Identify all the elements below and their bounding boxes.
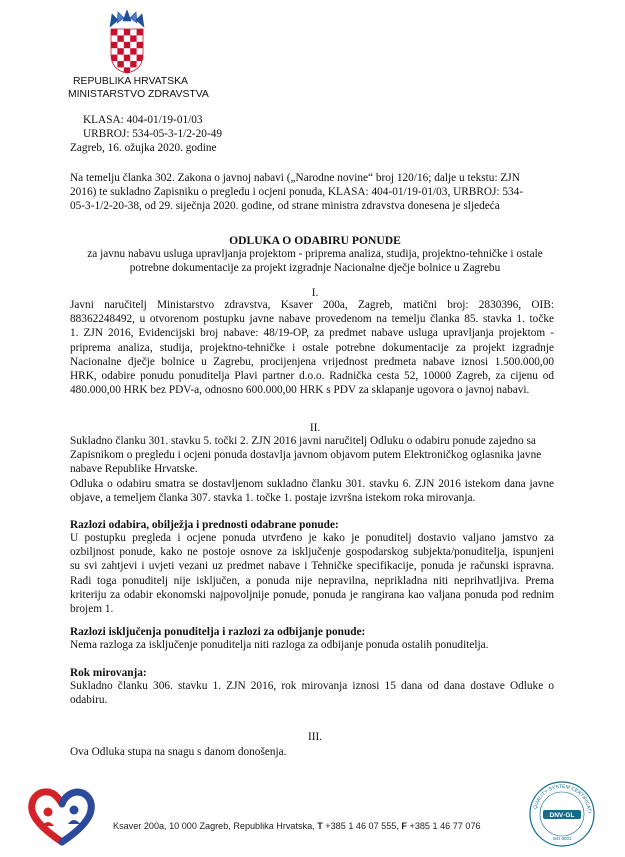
section2-line: nabave Republike Hrvatske.: [70, 463, 198, 476]
reasons-line: ozbiljnost ponude, kako ne postoje osnove za isključenje gospodarskog subjekta/ponuditelja, ispunjeni: [70, 546, 554, 559]
section1-line: 480.000,00 HRK bez PDV-a, odnosno 600.000,00 HRK s PDV za sklapanje ugovora o javnoj nabavi.: [70, 384, 530, 397]
section2-line: Zapisnikom o pregledu i ocjeni ponuda dostavlja javnom objavom putem Elektroničkog oglasnika javne: [70, 449, 542, 462]
cert-brand: DNV·GL: [549, 812, 575, 820]
standstill-heading: Rok mirovanja:: [70, 667, 147, 679]
reasons-line: su svi zahtjevi i uvjeti vezani uz predmet nabave i Tehničke specifikacije, ponuda je računski ispravna.: [70, 560, 554, 573]
ministry-heading: [68, 75, 209, 101]
section3-text: Ova Odluka stupa na snagu s danom donošenja.: [70, 746, 287, 758]
reasons-heading: Razlozi odabira, obilježja i prednosti odabrane ponude:: [70, 519, 339, 531]
reasons-paragraph: [70, 531, 554, 616]
section1-line: 1. ZJN 2016, Evidencijski broj nabave: 48/19-OP, za predmet nabave usluga upravljanja projektom -: [70, 327, 554, 340]
section2-line: objave, a temeljem članka 307. stavka 1. točke 1. postaje izvršna istekom roka mirovanja.: [70, 492, 476, 505]
section2-para2: [70, 477, 554, 505]
reasons-line: Radi toga ponuditelj nije isključen, a ponuda nije nepravilna, neprikladna niti neprihvatljiva. Prema: [70, 574, 554, 587]
section2-numeral: II.: [309, 422, 321, 434]
subtitle-line: potrebne dokumentacije za projekt izgradnje Nacionalne dječje bolnice u Zagrebu: [129, 262, 501, 275]
heart-logo-icon: [26, 782, 98, 848]
section1-line: Nacionalne dječje bolnice u Zagrebu, procijenjena vrijednost predmeta nabave iznosi 1.500.000,00: [70, 355, 554, 368]
section1-line: priprema analiza, studija, projektno-tehničke i ostale potrebne dokumentacije za projekt izgradnje: [70, 341, 554, 354]
reasons-line: brojem 1.: [70, 603, 114, 616]
ministry-line2: MINISTARSTVO ZDRAVSTVA: [68, 89, 209, 100]
reasons-line: U postupku pregleda i ocjene ponuda utvrđeno je kako je ponuditelj dostavio valjano jamstvo za: [70, 532, 554, 544]
certification-badge: [528, 780, 596, 848]
tel-label: T: [317, 821, 323, 831]
reference-block: [83, 113, 222, 141]
footer-contact: [113, 821, 481, 831]
date-line: Zagreb, 16. ožujka 2020. godine: [70, 142, 217, 154]
decision-title: ODLUKA O ODABIRU PONUDE: [229, 234, 401, 247]
section1-line: HRK, odabire ponudu ponuditelja Plavi partner d.o.o. Radnička cesta 52, 10000 Zagreb, za cijenu od: [70, 370, 554, 383]
exclusion-text: Nema razloga za isključenje ponuditelja niti razloga za odbijanje ponuda ostalih ponuditelja.: [70, 639, 489, 651]
section1-numeral: I.: [311, 287, 319, 299]
intro-paragraph: [70, 171, 554, 214]
intro-line: Na temelju članka 302. Zakona o javnoj nabavi („Narodne novine“ broj 120/16; dalje u tekstu: ZJN: [70, 172, 520, 184]
cert-ring-text: QUALITY SYSTEM CERTIFICATI: [532, 783, 592, 814]
footer-address: Ksaver 200a, 10 000 Zagreb, Republika Hrvatska,: [113, 821, 318, 831]
section1-line: 88362248492, u otvorenom postupku javne nabave provedenom na temelju članka 85. stavka 1. točke: [70, 313, 554, 326]
exclusion-heading: Razlozi isključenja ponuditelja i razlozi za odbijanje ponude:: [70, 626, 366, 638]
section3-numeral: III.: [307, 731, 323, 743]
footer-tel: +385 1 46 07 555,: [322, 821, 402, 831]
section1-line: Javni naručitelj Ministarstvo zdravstva, Ksaver 200a, Zagreb, matični broj: 2830396, OIB:: [70, 299, 554, 311]
intro-line: 2016) te sukladno Zapisniku o pregledu i ocjeni ponuda, KLASA: 404-01/19-01/03, URBROJ: 534-: [70, 186, 524, 199]
section1-paragraph: [70, 298, 554, 397]
section2-line: Sukladno članku 301. stavku 5. točki 2. ZJN 2016 javni naručitelj Odluku o odabiru ponude zajedno sa: [70, 435, 536, 447]
intro-line: 05-3-1/2-20-38, od 29. siječnja 2020. godine, od strane ministra zdravstva donesena je sljedeća: [70, 200, 500, 213]
standstill-line: Sukladno članku 306. stavku 1. ZJN 2016, rok mirovanja iznosi 15 dana od dana dostave Odluke o: [70, 680, 554, 692]
section2-para1: [70, 434, 554, 477]
reasons-line: kriteriju za odabir ekonomski najpovoljnije ponude, ponuda je rangirana kao valjana ponuda pod rednim: [70, 588, 554, 601]
section2-line: Odluka o odabiru smatra se dostavljenom sukladno članku 301. stavku 6. ZJN 2016 istekom dana javne: [70, 478, 554, 490]
decision-subtitle: [60, 247, 570, 275]
urbroj: URBROJ: 534-05-3-1/2-20-49: [83, 128, 223, 141]
ministry-line1: REPUBLIKA HRVATSKA: [73, 76, 188, 87]
fax-label: F: [401, 821, 407, 831]
standstill-line: odabiru.: [70, 694, 108, 707]
cert-iso: ISO 9001: [552, 836, 572, 841]
coat-of-arms-icon: [108, 10, 146, 74]
subtitle-line: za javnu nabavu usluga upravljanja projektom - priprema analiza, studija, projektno-tehničke i ostale: [87, 248, 543, 260]
footer-fax: +385 1 46 77 076: [406, 821, 481, 831]
standstill-paragraph: [70, 679, 554, 707]
klasa: KLASA: 404-01/19-01/03: [83, 114, 203, 126]
